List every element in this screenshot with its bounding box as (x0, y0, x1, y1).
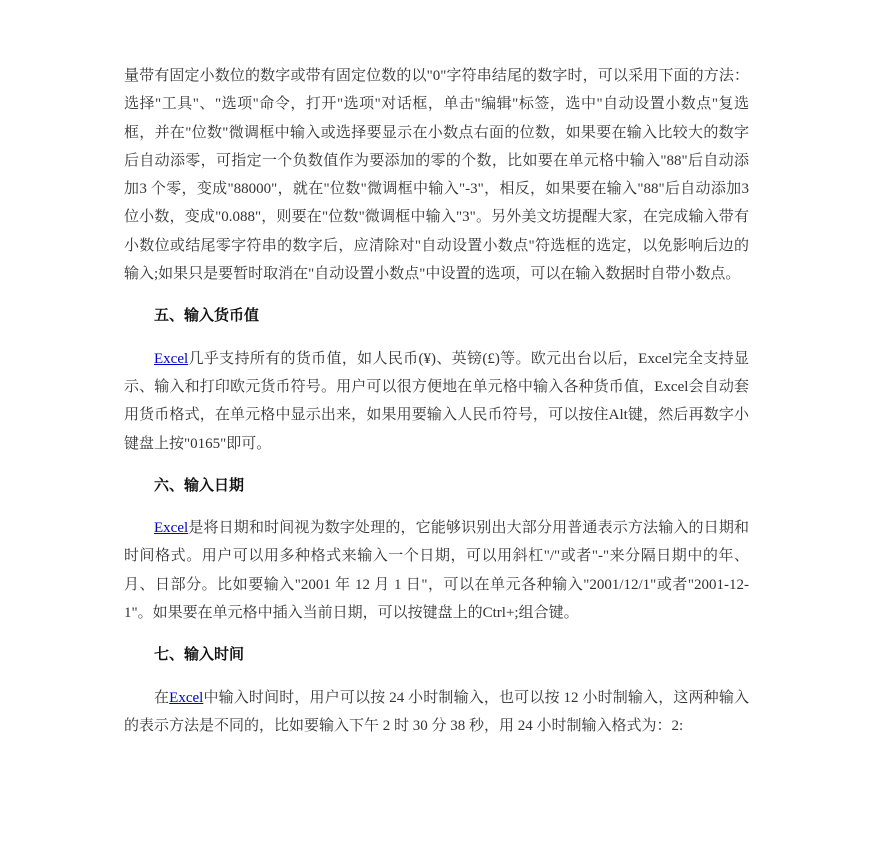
excel-link[interactable]: Excel (154, 520, 189, 537)
excel-link[interactable]: Excel (169, 689, 204, 706)
document-content (124, 62, 749, 754)
paragraph-text: 几乎支持所有的货币值，如人民币(¥)、英镑(£)等。欧元出台以后，Excel完全支持显示、输入和打印欧元货币符号。用户可以很方便地在单元格中输入各种货币值，Excel会自动套用货币格式，在单元格中显示出来，如果用要输入人民币符号，可以按住Alt键，然后再数字小键盘上按"0165"即可。 (124, 350, 749, 452)
paragraph (124, 514, 749, 627)
section-heading: 五、输入货币值 (154, 308, 260, 325)
paragraph-text: 量带有固定小数位的数字或带有固定位数的以"0"字符串结尾的数字时，可以采用下面的方法：选择"工具"、"选项"命令，打开"选项"对话框，单击"编辑"标签，选中"自动设置小数点"复选框，并在"位数"微调框中输入或选择要显示在小数点右面的位数，如果要在输入比较大的数字后自动添零，可指定一个负数值作为要添加的零的个数，比如要在单元格中输入"88"后自动添加3 个零，变成"88000"，就在"位数"微调框中输入"-3"，相反，如果要在输入"88"后自动添加3 位小数，变成"0.088"，则要在"位数"微调框中输入"3"。另外美文坊提醒大家，在完成输入带有小数位或结尾零字符串的数字后，应清除对"自动设置小数点"符选框的选定，以免影响后边的输入;如果只是要暂时取消在"自动设置小数点"中设置的选项，可以在输入数据时自带小数点。 (124, 68, 749, 283)
paragraph-text: 在 (154, 689, 170, 706)
section-heading: 七、输入时间 (154, 647, 245, 664)
section-heading: 六、输入日期 (154, 477, 245, 494)
paragraph (124, 345, 749, 458)
paragraph-text: 中输入时间时，用户可以按 24 小时制输入，也可以按 12 小时制输入，这两种输入的表示方法是不同的，比如要输入下午 2 时 30 分 38 秒，用 24 小时制输入格式为：2: (124, 689, 749, 734)
excel-link[interactable]: Excel (154, 350, 189, 367)
paragraph-text: 是将日期和时间视为数字处理的，它能够识别出大部分用普通表示方法输入的日期和时间格式。用户可以用多种格式来输入一个日期，可以用斜杠"/"或者"-"来分隔日期中的年、月、日部分。比如要输入"2001 年 12 月 1 日"，可以在单元各种输入"2001/12/1"或者"2001-12-1"。如果要在单元格中插入当前日期，可以按键盘上的Ctrl+;组合键。 (124, 520, 749, 622)
paragraph (124, 62, 749, 288)
paragraph (124, 684, 749, 741)
